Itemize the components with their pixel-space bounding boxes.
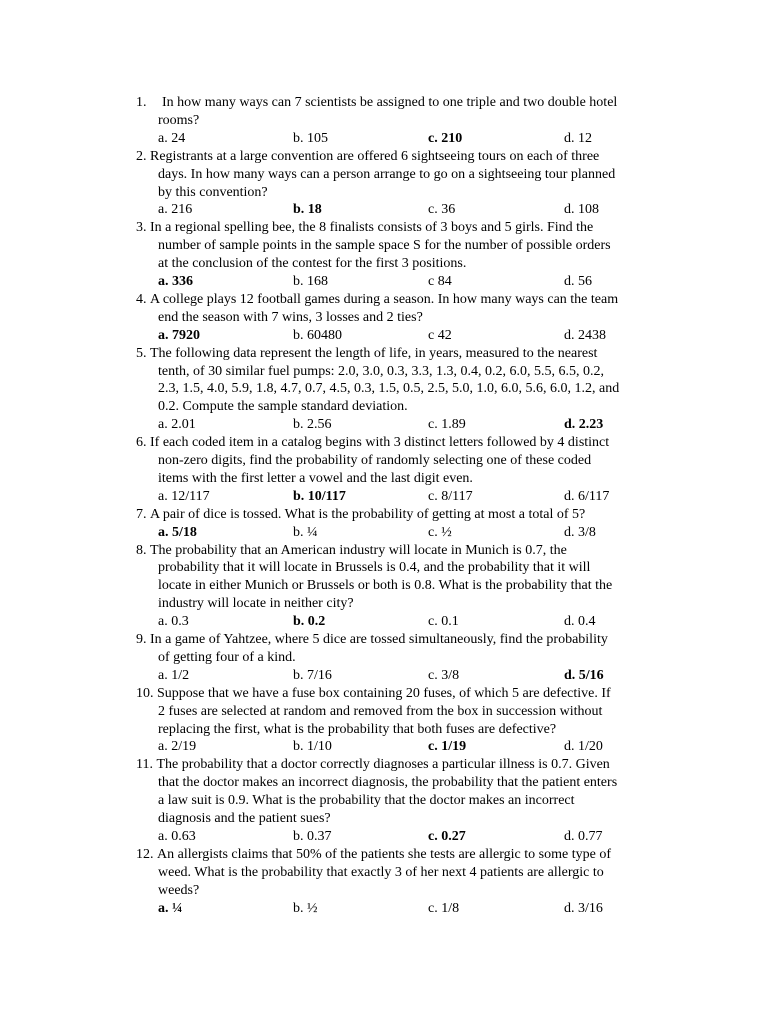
answer-option: b. 105 [293,130,328,146]
answer-option: b. ½ [293,900,318,916]
question-text: 0.2. Compute the sample standard deviation. [158,399,408,415]
answer-options [136,524,676,542]
question-number: 7. [136,506,147,522]
question-continuation-line [136,649,676,667]
answer-option: b. 60480 [293,327,342,343]
question-text: locate in either Munich or Brussels or both is 0.8. What is the probability that the [158,578,613,594]
answer-option-correct: a. 5/18 [158,524,197,540]
answer-option-correct: c. 1/19 [428,739,467,755]
answer-option: a. 2/19 [158,739,197,755]
answer-option: b. 2.56 [293,417,332,433]
question-text: In a game of Yahtzee, where 5 dice are tossed simultaneously, find the probability [150,632,608,648]
question-item [136,506,676,542]
question-number: 9. [136,632,147,648]
question-number: 10. [136,685,154,701]
question-continuation-line [136,166,676,184]
question-number: 5. [136,345,147,361]
question-first-line [136,94,676,112]
answer-option: a. 24 [158,130,186,146]
question-text: The probability that a doctor correctly diagnoses a particular illness is 0.7. Given [156,757,610,773]
answer-option-correct: d. 2.23 [564,417,604,433]
answer-option: d. 1/20 [564,739,603,755]
question-continuation-line [136,864,676,882]
answer-option: d. 12 [564,130,592,146]
question-continuation-line [136,559,676,577]
question-continuation-line [136,810,676,828]
question-first-line [136,542,676,560]
question-text: replacing the first, what is the probability that both fuses are defective? [158,721,557,737]
answer-options [136,273,676,291]
question-text: that the doctor makes an incorrect diagnosis, the probability that the patient enters [158,775,618,791]
question-text: rooms? [158,112,200,128]
question-text: In how many ways can 7 scientists be assigned to one triple and two double hotel [162,95,618,110]
answer-options [136,613,676,631]
question-item [136,345,676,435]
question-first-line [136,345,676,363]
answer-option-correct: b. 0.2 [293,614,326,630]
question-text: weeds? [158,882,200,898]
question-text: by this convention? [158,184,268,200]
answer-options [136,130,676,148]
question-number: 6. [136,435,147,451]
answer-option-correct: d. 5/16 [564,667,604,683]
question-number: 11. [136,757,153,773]
question-first-line [136,631,676,649]
question-text: Registrants at a large convention are offered 6 sightseeing tours on each of three [150,148,600,164]
question-text: A college plays 12 football games during a season. In how many ways can the team [150,291,619,307]
question-text: items with the first letter a vowel and the last digit even. [158,470,473,486]
question-text: tenth, of 30 similar fuel pumps: 2.0, 3.0, 0.3, 3.3, 1.3, 0.4, 0.2, 6.0, 5.5, 6.5, 0.2, [158,363,605,379]
question-continuation-line [136,792,676,810]
answer-option-correct: a. 336 [158,274,193,290]
answer-option: d. 2438 [564,327,606,343]
question-number: 4. [136,291,147,307]
question-item [136,631,676,685]
question-continuation-line [136,882,676,900]
answer-options [136,900,676,918]
question-text: probability that it will locate in Brussels is 0.4, and the probability that it will [158,560,591,576]
answer-option: d. 3/16 [564,900,603,916]
answer-option: a. 0.3 [158,614,189,630]
question-text: non-zero digits, find the probability of randomly selecting one of these coded [158,453,592,469]
question-first-line [136,846,676,864]
answer-option: c. 36 [428,202,456,218]
answer-options [136,738,676,756]
question-item [136,434,676,506]
question-text: If each coded item in a catalog begins with 3 distinct letters followed by 4 distinct [150,435,610,451]
question-continuation-line [136,380,676,398]
question-continuation-line [136,309,676,327]
question-item [136,219,676,291]
answer-option-correct: b. 10/117 [293,488,346,504]
answer-option-correct: c. 210 [428,130,463,146]
question-continuation-line [136,363,676,381]
answer-option: d. 0.77 [564,829,603,844]
answer-option: b. 1/10 [293,739,332,755]
answer-option-correct: c. 0.27 [428,829,466,844]
answer-option: a. 12/117 [158,488,210,504]
question-first-line [136,148,676,166]
answer-option: b. ¼ [293,524,318,540]
question-continuation-line [136,398,676,416]
answer-options [136,667,676,685]
question-text: weed. What is the probability that exactly 3 of her next 4 patients are allergic to [158,864,604,880]
question-text: The following data represent the length of life, in years, measured to the nearest [150,345,598,361]
question-text: diagnosis and the patient sues? [158,811,331,827]
answer-option-correct: a. ¼ [158,900,183,916]
question-number: 3. [136,220,147,236]
question-continuation-line [136,470,676,488]
answer-option: a. 0.63 [158,829,196,844]
question-item [136,291,676,345]
answer-option: b. 0.37 [293,829,332,844]
question-item [136,685,676,757]
question-continuation-line [136,721,676,739]
question-first-line [136,685,676,703]
question-text: The probability that an American industry will locate in Munich is 0.7, the [150,542,567,558]
answer-options [136,828,676,846]
answer-option: d. 56 [564,274,592,290]
question-item [136,148,676,220]
question-list [136,94,676,918]
answer-option: c. 0.1 [428,614,459,630]
answer-option: c. ½ [428,524,452,540]
question-text: A pair of dice is tossed. What is the probability of getting at most a total of 5? [150,506,586,522]
answer-options [136,488,676,506]
answer-option-correct: a. 7920 [158,327,200,343]
question-item [136,542,676,632]
answer-options [136,416,676,434]
question-text: at the conclusion of the contest for the first 3 positions. [158,256,467,272]
question-first-line [136,434,676,452]
answer-options [136,201,676,219]
question-text: end the season with 7 wins, 3 losses and 2 ties? [158,309,423,325]
answer-option: c. 1.89 [428,417,466,433]
question-number: 2. [136,148,147,164]
answer-option: a. 2.01 [158,417,196,433]
question-continuation-line [136,577,676,595]
question-item [136,846,676,918]
question-text: Suppose that we have a fuse box containing 20 fuses, of which 5 are defective. If [157,685,611,701]
question-number: 1. [136,95,147,110]
question-continuation-line [136,452,676,470]
answer-option: d. 108 [564,202,599,218]
question-text: industry will locate in neither city? [158,596,354,612]
question-number: 8. [136,542,147,558]
answer-option: b. 7/16 [293,667,332,683]
question-first-line [136,756,676,774]
question-text: 2 fuses are selected at random and removed from the box in succession without [158,703,603,719]
question-continuation-line [136,703,676,721]
question-number: 12. [136,846,154,862]
answer-option: d. 0.4 [564,614,596,630]
answer-option: d. 6/117 [564,488,610,504]
question-first-line [136,219,676,237]
answer-option: c 84 [428,274,452,290]
question-continuation-line [136,184,676,202]
question-first-line [136,506,676,524]
question-continuation-line [136,112,676,130]
answer-option: c. 3/8 [428,667,460,683]
question-text: days. In how many ways can a person arrange to go on a sightseeing tour planned [158,166,616,182]
question-text: An allergists claims that 50% of the patients she tests are allergic to some type of [157,846,611,862]
question-first-line [136,291,676,309]
answer-option: a. 1/2 [158,667,190,683]
answer-option-correct: b. 18 [293,202,322,218]
question-text: a law suit is 0.9. What is the probability that the doctor makes an incorrect [158,793,575,809]
answer-option: b. 168 [293,274,328,290]
question-continuation-line [136,255,676,273]
answer-option: c 42 [428,327,452,343]
answer-option: c. 1/8 [428,900,460,916]
question-text: In a regional spelling bee, the 8 finalists consists of 3 boys and 5 girls. Find the [150,220,594,236]
question-item [136,756,676,846]
answer-option: d. 3/8 [564,524,596,540]
answer-option: a. 216 [158,202,193,218]
question-item [136,94,676,148]
question-continuation-line [136,237,676,255]
answer-options [136,327,676,345]
question-continuation-line [136,774,676,792]
answer-option: c. 8/117 [428,488,473,504]
question-text: number of sample points in the sample space S for the number of possible orders [158,238,611,254]
question-text: of getting four of a kind. [158,649,296,665]
question-text: 2.3, 1.5, 4.0, 5.9, 1.8, 4.7, 0.7, 4.5, 0.3, 1.5, 0.5, 2.5, 5.0, 1.0, 6.0, 5.6, 6.0, 1.2, and [158,381,620,397]
question-continuation-line [136,595,676,613]
